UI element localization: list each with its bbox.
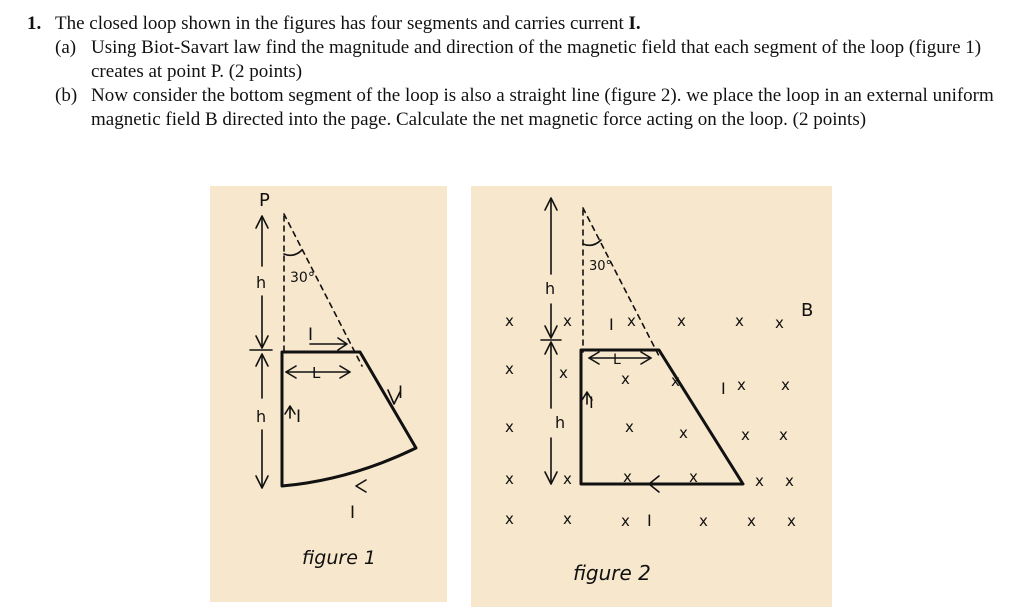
figure-2-caption: figure 2: [573, 561, 651, 585]
field-marker: x: [689, 468, 698, 486]
figure-1-h-bottom-label: h: [256, 407, 267, 426]
figure-1-current-label-top: I: [308, 325, 314, 345]
part-b-text: Now consider the bottom segment of the loop is also a straight line (figure 2). we place the loop in an external uniform magnetic field B directed into the page. Calculate the net magnetic force acting on the loop. (2 points): [91, 85, 994, 130]
figure-2-l-label: L: [613, 352, 621, 368]
field-marker: x: [747, 512, 756, 530]
part-b: [55, 84, 1002, 132]
figure-1-current-label-right: I: [398, 383, 404, 403]
field-marker: x: [505, 470, 514, 488]
field-marker: x: [563, 312, 572, 330]
figure-1-caption: figure 1: [302, 547, 377, 569]
part-a-label: (a): [55, 37, 77, 58]
figure-1-current-arrow-bottom: [356, 480, 366, 492]
field-marker: x: [621, 512, 630, 530]
figure-1-point-label: P: [259, 190, 270, 211]
field-marker: x: [775, 314, 784, 332]
figure-2-h-top-label: h: [545, 279, 556, 298]
figure-1-l-label: L: [312, 364, 321, 382]
field-marker: x: [755, 472, 764, 490]
field-marker: x: [787, 512, 796, 530]
figure-2-drawing: [471, 186, 832, 607]
question-stem-text: The closed loop shown in the figures has four segments and carries current: [55, 13, 629, 34]
figure-2-angle-label: 30°: [589, 259, 613, 274]
field-marker: x: [505, 360, 514, 378]
figure-1-h-top-label: h: [256, 273, 267, 292]
field-marker: x: [505, 418, 514, 436]
field-marker: x: [737, 376, 746, 394]
part-a-text: Using Biot-Savart law find the magnitude and direction of the magnetic field that each segment of the loop (figure 1) creates at point P. (2 points): [91, 37, 982, 82]
figure-1-drawing: [210, 186, 447, 602]
field-marker: x: [699, 512, 708, 530]
figure-1-angle-label: 30°: [290, 270, 315, 286]
field-marker: x: [671, 372, 680, 390]
figure-2-loop: [581, 350, 743, 484]
figure-1-angle-arc: [284, 250, 302, 255]
figure-1-current-arrow-left: [285, 406, 295, 418]
field-marker: x: [779, 426, 788, 444]
figure-2-h-bottom-label: h: [555, 413, 566, 432]
field-marker: x: [559, 364, 568, 382]
field-marker: x: [781, 376, 790, 394]
figure-2-dashed-slant: [583, 208, 659, 356]
field-marker: x: [621, 370, 630, 388]
part-a: [55, 36, 1002, 84]
part-b-label: (b): [55, 85, 78, 106]
figure-1-current-label-left: I: [296, 407, 302, 427]
field-marker: x: [741, 426, 750, 444]
figure-2-current-label-right: I: [721, 379, 726, 398]
question-number: 1.: [27, 13, 42, 34]
field-marker: x: [627, 312, 636, 330]
figure-2-current-label-left: I: [589, 393, 594, 412]
field-marker: x: [677, 312, 686, 330]
figure-2-current-label-bottom: I: [647, 511, 652, 530]
field-marker: x: [679, 424, 688, 442]
field-marker: x: [623, 468, 632, 486]
figure-1-current-arrow-top: [310, 338, 347, 350]
figure-2-photo: [471, 186, 832, 607]
field-marker: x: [505, 312, 514, 330]
field-marker: x: [625, 418, 634, 436]
figure-1-photo: [210, 186, 447, 602]
field-marker: x: [735, 312, 744, 330]
current-symbol: I.: [628, 13, 641, 34]
field-marker: x: [785, 472, 794, 490]
question-stem: [55, 12, 1002, 36]
question-header: [27, 12, 1002, 36]
field-marker: x: [563, 510, 572, 528]
figure-2-field-markers: [505, 312, 796, 530]
field-marker: x: [505, 510, 514, 528]
figure-1-current-label-bottom: I: [350, 503, 356, 523]
problem-text: [27, 12, 1002, 132]
figure-2-angle-arc: [583, 240, 601, 245]
figure-2-current-label-top: I: [609, 315, 614, 334]
figure-2-field-label: B: [801, 300, 814, 321]
field-marker: x: [563, 470, 572, 488]
